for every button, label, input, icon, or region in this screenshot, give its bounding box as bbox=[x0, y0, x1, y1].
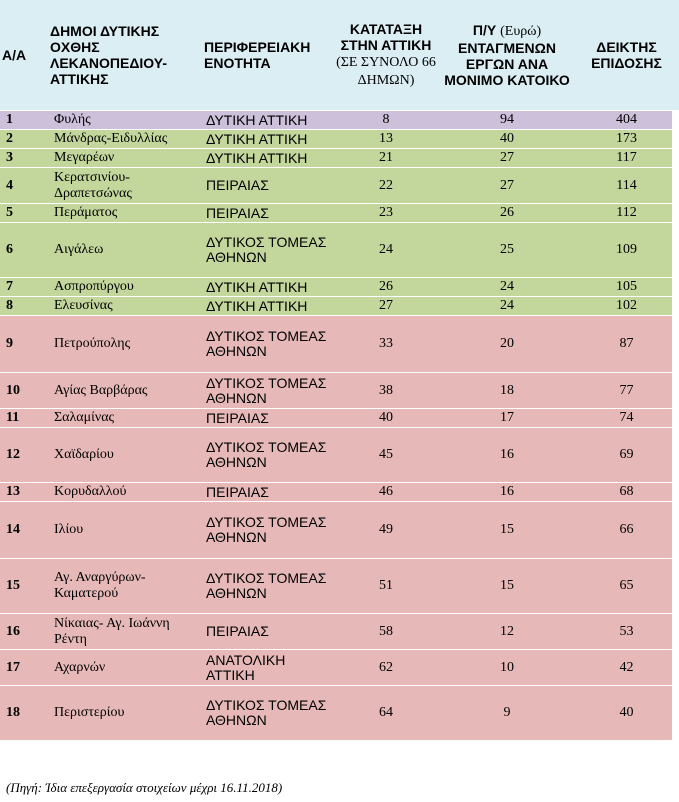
row-rank: 40 bbox=[332, 409, 440, 428]
row-unit: ΠΕΙΡΑΙΑΣ bbox=[202, 204, 332, 223]
row-aa: 15 bbox=[0, 559, 48, 614]
row-index: 68 bbox=[574, 483, 679, 502]
row-rank: 21 bbox=[332, 149, 440, 168]
row-index: 69 bbox=[574, 428, 679, 483]
row-rank: 22 bbox=[332, 168, 440, 204]
row-index: 102 bbox=[574, 297, 679, 316]
row-unit: ΔΥΤΙΚΗ ΑΤΤΙΚΗ bbox=[202, 297, 332, 316]
row-municipality: Κερατσινίου-Δραπετσώνας bbox=[48, 168, 202, 204]
row-aa: 13 bbox=[0, 483, 48, 502]
row-municipality: Ιλίου bbox=[48, 502, 202, 559]
row-aa: 7 bbox=[0, 278, 48, 297]
header-index: ΔΕΙΚΤΗΣ ΕΠΙΔΟΣΗΣ bbox=[574, 0, 679, 111]
row-unit: ΔΥΤΙΚΟΣ ΤΟΜΕΑΣ ΑΘΗΝΩΝ bbox=[202, 686, 332, 741]
row-municipality: Μάνδρας-Ειδυλλίας bbox=[48, 130, 202, 149]
header-py bbox=[440, 0, 574, 111]
table-row bbox=[0, 502, 679, 559]
row-py: 17 bbox=[440, 409, 574, 428]
row-municipality: Πετρούπολης bbox=[48, 316, 202, 373]
row-aa: 6 bbox=[0, 223, 48, 278]
row-unit: ΔΥΤΙΚΟΣ ΤΟΜΕΑΣ ΑΘΗΝΩΝ bbox=[202, 559, 332, 614]
row-municipality: Αγ. Αναργύρων-Καματερού bbox=[48, 559, 202, 614]
table-row bbox=[0, 130, 679, 149]
row-aa: 9 bbox=[0, 316, 48, 373]
row-py: 15 bbox=[440, 502, 574, 559]
table-right-edge bbox=[672, 110, 679, 778]
row-index: 105 bbox=[574, 278, 679, 297]
table-row bbox=[0, 686, 679, 741]
row-aa: 5 bbox=[0, 204, 48, 223]
row-rank: 62 bbox=[332, 650, 440, 686]
row-py: 9 bbox=[440, 686, 574, 741]
row-py: 27 bbox=[440, 149, 574, 168]
table-row bbox=[0, 373, 679, 409]
row-aa: 1 bbox=[0, 111, 48, 130]
header-py-sub: (Ευρώ) bbox=[500, 24, 542, 39]
header-rank-main: ΚΑΤΑΤΑΞΗ ΣΤΗΝ ΑΤΤΙΚΗ bbox=[340, 21, 432, 53]
row-py: 18 bbox=[440, 373, 574, 409]
header-rank bbox=[332, 0, 440, 111]
header-py-prefix: Π/Υ bbox=[472, 22, 497, 38]
row-py: 10 bbox=[440, 650, 574, 686]
row-py: 26 bbox=[440, 204, 574, 223]
header-py-rest: ΕΝΤΑΓΜΕΝΩΝ ΕΡΓΩΝ ΑΝΑ ΜΟΝΙΜΟ ΚΑΤΟΙΚΟ bbox=[444, 40, 570, 88]
row-py: 94 bbox=[440, 111, 574, 130]
row-rank: 49 bbox=[332, 502, 440, 559]
row-aa: 17 bbox=[0, 650, 48, 686]
row-municipality: Αιγάλεω bbox=[48, 223, 202, 278]
row-index: 40 bbox=[574, 686, 679, 741]
row-rank: 23 bbox=[332, 204, 440, 223]
row-aa: 3 bbox=[0, 149, 48, 168]
header-municipality: ΔΗΜΟΙ ΔΥΤΙΚΗΣ ΟΧΘΗΣ ΛΕΚΑΝΟΠΕΔΙΟΥ-ΑΤΤΙΚΗΣ bbox=[48, 0, 202, 111]
row-index: 109 bbox=[574, 223, 679, 278]
source-note: (Πηγή: Ίδια επεξεργασία στοιχείων μέχρι 16.11.2018) bbox=[6, 780, 283, 795]
row-aa: 10 bbox=[0, 373, 48, 409]
row-municipality: Ελευσίνας bbox=[48, 297, 202, 316]
row-py: 24 bbox=[440, 297, 574, 316]
row-py: 27 bbox=[440, 168, 574, 204]
row-unit: ΔΥΤΙΚΟΣ ΤΟΜΕΑΣ ΑΘΗΝΩΝ bbox=[202, 502, 332, 559]
table-row bbox=[0, 559, 679, 614]
row-rank: 26 bbox=[332, 278, 440, 297]
row-municipality: Ασπροπύργου bbox=[48, 278, 202, 297]
table-row bbox=[0, 650, 679, 686]
row-index: 117 bbox=[574, 149, 679, 168]
table-row bbox=[0, 278, 679, 297]
table-row bbox=[0, 168, 679, 204]
table-row bbox=[0, 614, 679, 650]
row-py: 20 bbox=[440, 316, 574, 373]
row-py: 16 bbox=[440, 483, 574, 502]
row-index: 87 bbox=[574, 316, 679, 373]
table-row bbox=[0, 428, 679, 483]
row-py: 24 bbox=[440, 278, 574, 297]
row-index: 42 bbox=[574, 650, 679, 686]
row-rank: 45 bbox=[332, 428, 440, 483]
row-py: 16 bbox=[440, 428, 574, 483]
row-rank: 8 bbox=[332, 111, 440, 130]
row-municipality: Φυλής bbox=[48, 111, 202, 130]
row-municipality: Αγίας Βαρβάρας bbox=[48, 373, 202, 409]
header-aa: Α/Α bbox=[0, 0, 48, 111]
row-unit: ΔΥΤΙΚΟΣ ΤΟΜΕΑΣ ΑΘΗΝΩΝ bbox=[202, 316, 332, 373]
row-unit: ΠΕΙΡΑΙΑΣ bbox=[202, 409, 332, 428]
row-municipality: Σαλαμίνας bbox=[48, 409, 202, 428]
row-rank: 24 bbox=[332, 223, 440, 278]
row-municipality: Περιστερίου bbox=[48, 686, 202, 741]
table-row bbox=[0, 297, 679, 316]
table-row bbox=[0, 223, 679, 278]
row-index: 66 bbox=[574, 502, 679, 559]
table-header-row bbox=[0, 0, 679, 111]
row-index: 74 bbox=[574, 409, 679, 428]
row-rank: 13 bbox=[332, 130, 440, 149]
row-rank: 64 bbox=[332, 686, 440, 741]
row-aa: 2 bbox=[0, 130, 48, 149]
row-unit: ΔΥΤΙΚΗ ΑΤΤΙΚΗ bbox=[202, 130, 332, 149]
row-municipality: Περάματος bbox=[48, 204, 202, 223]
table-row bbox=[0, 204, 679, 223]
row-aa: 16 bbox=[0, 614, 48, 650]
row-rank: 46 bbox=[332, 483, 440, 502]
header-unit: ΠΕΡΙΦΕΡΕΙΑΚΗ ΕΝΟΤΗΤΑ bbox=[202, 0, 332, 111]
row-unit: ΠΕΙΡΑΙΑΣ bbox=[202, 483, 332, 502]
table-row bbox=[0, 149, 679, 168]
table-row bbox=[0, 483, 679, 502]
row-rank: 38 bbox=[332, 373, 440, 409]
row-index: 65 bbox=[574, 559, 679, 614]
row-aa: 18 bbox=[0, 686, 48, 741]
row-aa: 8 bbox=[0, 297, 48, 316]
header-rank-sub: (ΣΕ ΣΥΝΟΛΟ 66 ΔΗΜΩΝ) bbox=[336, 55, 436, 88]
row-rank: 58 bbox=[332, 614, 440, 650]
row-rank: 33 bbox=[332, 316, 440, 373]
row-aa: 12 bbox=[0, 428, 48, 483]
row-rank: 27 bbox=[332, 297, 440, 316]
row-municipality: Χαϊδαρίου bbox=[48, 428, 202, 483]
row-py: 12 bbox=[440, 614, 574, 650]
row-index: 404 bbox=[574, 111, 679, 130]
row-unit: ΠΕΙΡΑΙΑΣ bbox=[202, 614, 332, 650]
row-unit: ΔΥΤΙΚΟΣ ΤΟΜΕΑΣ ΑΘΗΝΩΝ bbox=[202, 373, 332, 409]
table-row bbox=[0, 316, 679, 373]
row-unit: ΔΥΤΙΚΗ ΑΤΤΙΚΗ bbox=[202, 111, 332, 130]
row-index: 114 bbox=[574, 168, 679, 204]
row-py: 25 bbox=[440, 223, 574, 278]
row-index: 77 bbox=[574, 373, 679, 409]
row-unit: ΔΥΤΙΚΗ ΑΤΤΙΚΗ bbox=[202, 149, 332, 168]
row-municipality: Νίκαιας- Αγ. Ιωάννη Ρέντη bbox=[48, 614, 202, 650]
row-unit: ΔΥΤΙΚΟΣ ΤΟΜΕΑΣ ΑΘΗΝΩΝ bbox=[202, 428, 332, 483]
table-row bbox=[0, 111, 679, 130]
row-municipality: Μεγαρέων bbox=[48, 149, 202, 168]
row-rank: 51 bbox=[332, 559, 440, 614]
row-py: 15 bbox=[440, 559, 574, 614]
row-unit: ΠΕΙΡΑΙΑΣ bbox=[202, 168, 332, 204]
row-py: 40 bbox=[440, 130, 574, 149]
row-aa: 14 bbox=[0, 502, 48, 559]
row-unit: ΑΝΑΤΟΛΙΚΗ ΑΤΤΙΚΗ bbox=[202, 650, 332, 686]
row-municipality: Αχαρνών bbox=[48, 650, 202, 686]
row-index: 112 bbox=[574, 204, 679, 223]
row-aa: 11 bbox=[0, 409, 48, 428]
row-index: 173 bbox=[574, 130, 679, 149]
row-unit: ΔΥΤΙΚΟΣ ΤΟΜΕΑΣ ΑΘΗΝΩΝ bbox=[202, 223, 332, 278]
row-municipality: Κορυδαλλού bbox=[48, 483, 202, 502]
row-aa: 4 bbox=[0, 168, 48, 204]
row-unit: ΔΥΤΙΚΗ ΑΤΤΙΚΗ bbox=[202, 278, 332, 297]
row-index: 53 bbox=[574, 614, 679, 650]
table-row bbox=[0, 409, 679, 428]
